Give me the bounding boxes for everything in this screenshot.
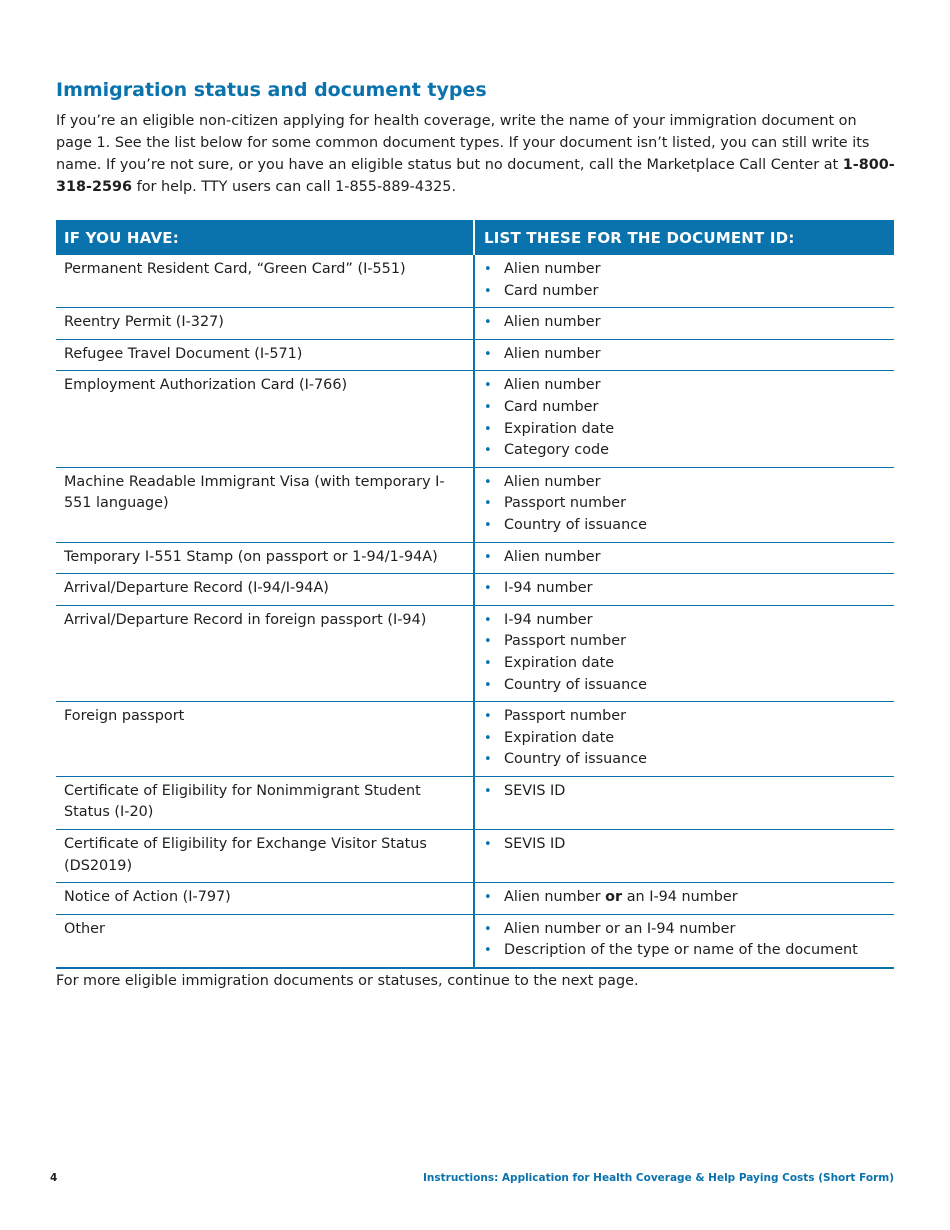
document-name: Certificate of Eligibility for Exchange Visitor Status (DS2019) <box>56 830 474 883</box>
table-row <box>56 542 894 574</box>
document-id-item: • Category code <box>484 440 886 462</box>
document-id-item: • Card number <box>484 397 886 419</box>
document-id-list-cell <box>474 308 894 340</box>
document-id-item: • Alien number <box>484 344 886 366</box>
document-id-item: • Country of issuance <box>484 749 886 771</box>
document-id-list <box>484 887 886 909</box>
table-row <box>56 914 894 968</box>
document-id-item: • Passport number <box>484 493 886 515</box>
document-id-item: • Country of issuance <box>484 675 886 697</box>
document-id-list-cell <box>474 371 894 467</box>
intro-text-part1: If you’re an eligible non-citizen applying for health coverage, write the name of your immigration document on page 1. See the list below for some common document types. If your document isn’t listed, you can still write its name. If you’re not sure, or you have an eligible status but no document, call the Marketplace Call Center at <box>56 113 870 173</box>
document-id-item: • Alien number or an I-94 number <box>484 919 886 941</box>
document-types-table <box>56 220 894 969</box>
document-id-item: • SEVIS ID <box>484 834 886 856</box>
document-id-list <box>484 919 886 962</box>
document-id-item: • Expiration date <box>484 419 886 441</box>
document-id-list-cell <box>474 605 894 701</box>
document-id-item: • Alien number <box>484 472 886 494</box>
document-id-item: • Alien number <box>484 312 886 334</box>
document-id-item: • Description of the type or name of the document <box>484 940 886 962</box>
table-row <box>56 702 894 777</box>
document-id-list-cell <box>474 255 894 308</box>
table-header-row <box>56 220 894 255</box>
document-id-list-cell <box>474 776 894 829</box>
document-id-list <box>484 706 886 771</box>
document-id-list <box>484 344 886 366</box>
document-id-item: • SEVIS ID <box>484 781 886 803</box>
document-id-list-cell <box>474 542 894 574</box>
document-id-item: • Card number <box>484 281 886 303</box>
document-id-list-cell <box>474 702 894 777</box>
document-id-list-cell <box>474 914 894 968</box>
document-id-list-cell <box>474 339 894 371</box>
document-name: Certificate of Eligibility for Nonimmigrant Student Status (I-20) <box>56 776 474 829</box>
document-name: Notice of Action (I-797) <box>56 883 474 915</box>
page-number: 4 <box>50 1172 58 1184</box>
document-id-item: • I-94 number <box>484 578 886 600</box>
document-name: Machine Readable Immigrant Visa (with temporary I-551 language) <box>56 467 474 542</box>
document-id-item <box>484 887 886 909</box>
document-name: Reentry Permit (I-327) <box>56 308 474 340</box>
document-name: Foreign passport <box>56 702 474 777</box>
document-id-list-cell <box>474 467 894 542</box>
document-id-item: • I-94 number <box>484 610 886 632</box>
document-id-text: Alien number <box>504 889 606 906</box>
table-row <box>56 339 894 371</box>
document-id-item: • Passport number <box>484 631 886 653</box>
document-name: Permanent Resident Card, “Green Card” (I-551) <box>56 255 474 308</box>
table-row <box>56 605 894 701</box>
document-id-item: • Passport number <box>484 706 886 728</box>
table-row <box>56 308 894 340</box>
document-id-list-cell <box>474 830 894 883</box>
document-name: Arrival/Departure Record in foreign passport (I-94) <box>56 605 474 701</box>
intro-text-part2: for help. TTY users can call 1-855-889-4325. <box>132 179 457 195</box>
column-header-if-you-have: IF YOU HAVE: <box>56 220 474 255</box>
document-id-list-cell <box>474 574 894 606</box>
document-name: Other <box>56 914 474 968</box>
table-row <box>56 574 894 606</box>
document-id-list <box>484 834 886 856</box>
document-id-item: • Alien number <box>484 547 886 569</box>
document-name: Temporary I-551 Stamp (on passport or 1-94/1-94A) <box>56 542 474 574</box>
table-row <box>56 371 894 467</box>
document-id-list <box>484 547 886 569</box>
document-id-list <box>484 610 886 696</box>
document-id-list <box>484 578 886 600</box>
document-id-item: • Expiration date <box>484 728 886 750</box>
document-id-list <box>484 312 886 334</box>
table-row <box>56 255 894 308</box>
document-id-text: an I-94 number <box>622 889 738 906</box>
document-id-list <box>484 472 886 537</box>
table-row <box>56 776 894 829</box>
table-row <box>56 467 894 542</box>
document-id-list <box>484 259 886 302</box>
document-id-item: • Alien number <box>484 375 886 397</box>
document-name: Employment Authorization Card (I-766) <box>56 371 474 467</box>
section-heading: Immigration status and document types <box>56 79 487 101</box>
document-id-emphasis: or <box>605 889 623 906</box>
document-id-item: • Expiration date <box>484 653 886 675</box>
column-header-document-id: LIST THESE FOR THE DOCUMENT ID: <box>474 220 894 255</box>
footer-document-title: Instructions: Application for Health Coverage & Help Paying Costs (Short Form) <box>422 1172 894 1184</box>
call-center-phone: 1-800-318-2596 <box>56 157 895 195</box>
document-name: Refugee Travel Document (I-571) <box>56 339 474 371</box>
document-id-list-cell <box>474 883 894 915</box>
table-row <box>56 883 894 915</box>
table-row <box>56 830 894 883</box>
document-id-item: • Alien number <box>484 259 886 281</box>
document-id-list <box>484 781 886 803</box>
intro-paragraph <box>56 110 896 198</box>
document-name: Arrival/Departure Record (I-94/I-94A) <box>56 574 474 606</box>
document-id-item: • Country of issuance <box>484 515 886 537</box>
continue-note: For more eligible immigration documents or statuses, continue to the next page. <box>56 973 639 989</box>
document-id-list <box>484 375 886 461</box>
